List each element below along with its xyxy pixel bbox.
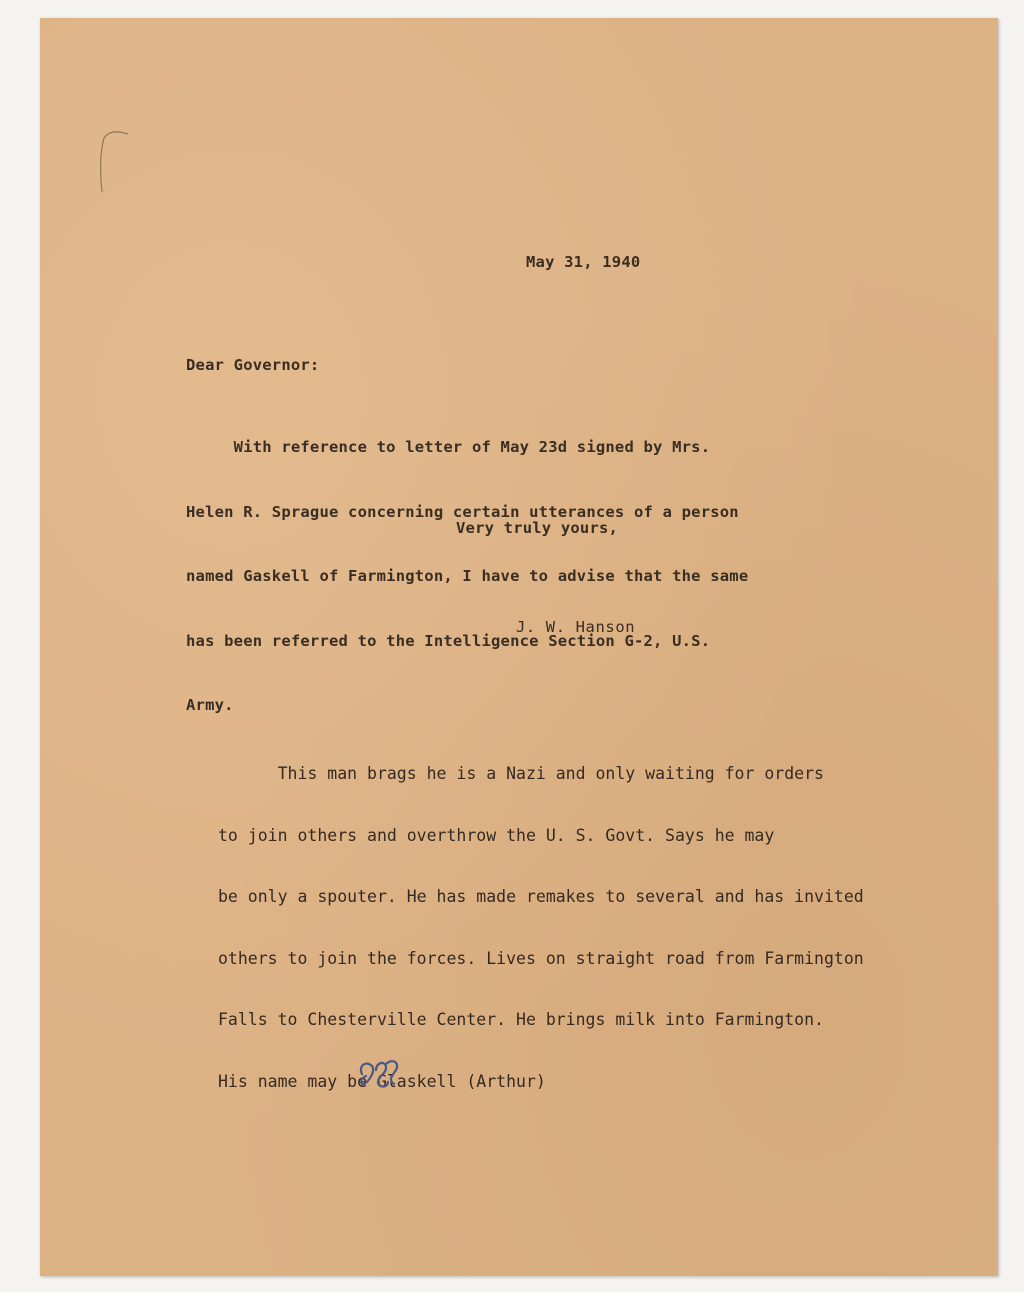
note-line: This man brags he is a Nazi and only waiting for orders — [218, 764, 824, 783]
note-line: be only a spouter. He has made remakes to several and has invited — [218, 887, 864, 906]
letter-salutation: Dear Governor: — [186, 356, 320, 374]
letter-body-line: named Gaskell of Farmington, I have to advise that the same — [186, 567, 749, 585]
letter-body-line: Helen R. Sprague concerning certain utterances of a person — [186, 502, 739, 521]
note-line: Falls to Chesterville Center. He brings milk into Farmington. — [218, 1010, 824, 1029]
letter-body-line: With reference to letter of May 23d signed by Mrs. — [186, 438, 711, 456]
letter-body — [186, 394, 748, 760]
note-line: others to join the forces. Lives on straight road from Farmington — [218, 948, 864, 968]
letter-date: May 31, 1940 — [526, 253, 641, 271]
pencil-bracket-mark — [94, 122, 144, 202]
letter-signer: J. W. Hanson — [516, 618, 636, 636]
letter-body-line: has been referred to the Intelligence Section G-2, U.S. — [186, 631, 711, 650]
letter-body-line: Army. — [186, 696, 234, 714]
letter-closing: Very truly yours, — [456, 519, 619, 537]
attached-note — [218, 723, 864, 1133]
note-line: His name may be Glaskell (Arthur) — [218, 1071, 546, 1091]
document-page — [40, 18, 998, 1276]
stamp-mark — [356, 1054, 406, 1094]
note-line: to join others and overthrow the U. S. Govt. Says he may — [218, 825, 775, 845]
